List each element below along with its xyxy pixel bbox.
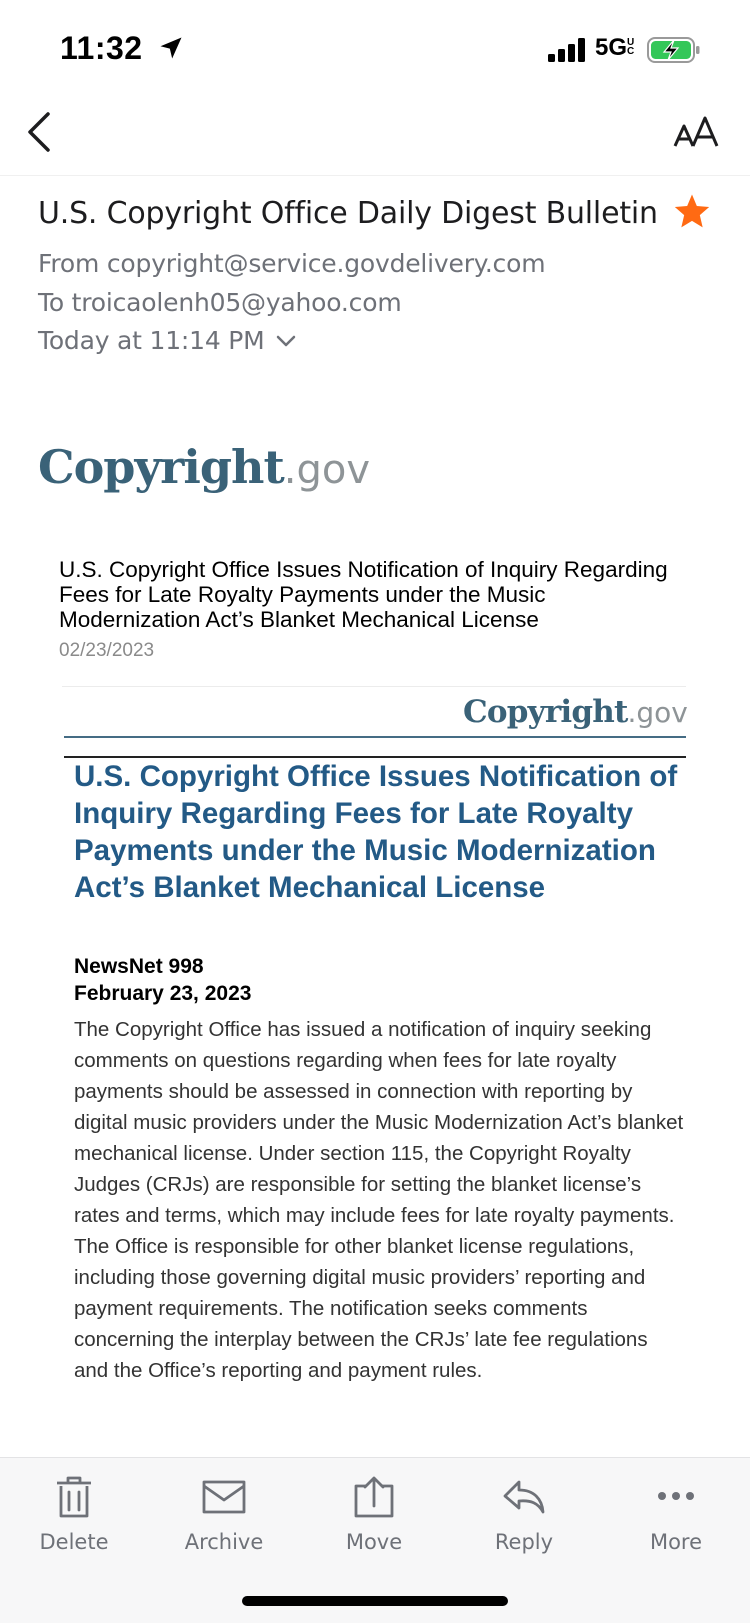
cellular-signal-icon bbox=[548, 38, 588, 62]
star-icon[interactable] bbox=[672, 192, 712, 232]
move-folder-icon bbox=[351, 1474, 397, 1520]
network-suffix: UC bbox=[627, 37, 635, 57]
more-dots-icon bbox=[653, 1474, 699, 1520]
email-from: From copyright@service.govdelivery.com bbox=[38, 249, 546, 278]
copyright-gov-logo bbox=[38, 440, 371, 496]
newsnet-number: NewsNet 998 bbox=[74, 955, 204, 978]
summary-title: U.S. Copyright Office Issues Notification of Inquiry Regarding Fees for Late Royalty Payments under the Music Modernization Act’s Blanket Mechanical License bbox=[59, 557, 668, 632]
chevron-left-icon[interactable] bbox=[24, 108, 54, 156]
text-size-icon[interactable] bbox=[673, 114, 719, 150]
nav-bar bbox=[0, 100, 750, 176]
article-title-link[interactable]: U.S. Copyright Office Issues Notification of Inquiry Regarding Fees for Late Royalty Payments under the Music Modernization Act’s Blanket Mechanical License bbox=[74, 760, 678, 904]
divider bbox=[62, 686, 686, 687]
archive-button[interactable] bbox=[164, 1474, 284, 1564]
copyright-gov-logo-small bbox=[463, 694, 688, 730]
logo-main: Copyright bbox=[38, 440, 284, 494]
article-body: The Copyright Office has issued a notification of inquiry seeking comments on questions regarding when fees for late royalty payments should be assessed in connection with reporting by digital music providers under the Music Modernization Act’s blanket mechanical license. Under section 115, the Copyright Royalty Judges (CRJs) are responsible for setting the blanket license’s rates and terms, which may include fees for late royalty payments. The Office is responsible for other blanket license regulations, including those governing digital music providers’ reporting and payment requirements. The notification seeks comments concerning the interplay between the CRJs’ late fee regulations and the Office’s reporting and payment rules. bbox=[74, 1018, 684, 1382]
logo-small-suffix: .gov bbox=[627, 696, 688, 729]
reply-button[interactable] bbox=[464, 1474, 584, 1564]
chevron-down-icon bbox=[275, 333, 297, 349]
email-date-toggle[interactable] bbox=[38, 326, 297, 355]
status-time: 11:32 bbox=[60, 30, 143, 66]
archive-icon bbox=[201, 1474, 247, 1520]
home-indicator[interactable] bbox=[242, 1596, 508, 1606]
article-date: February 23, 2023 bbox=[74, 982, 252, 1005]
archive-label: Archive bbox=[184, 1530, 264, 1554]
more-label: More bbox=[649, 1530, 703, 1554]
divider-blue bbox=[64, 736, 686, 738]
delete-button[interactable] bbox=[14, 1474, 134, 1564]
email-to: To troicaolenh05@yahoo.com bbox=[38, 288, 402, 317]
network-label bbox=[595, 34, 637, 62]
location-arrow-icon bbox=[157, 34, 185, 62]
status-bar bbox=[0, 0, 750, 100]
delete-label: Delete bbox=[39, 1530, 109, 1554]
reply-icon bbox=[501, 1474, 547, 1520]
move-label: Move bbox=[345, 1530, 403, 1554]
reply-label: Reply bbox=[494, 1530, 554, 1554]
trash-icon bbox=[51, 1474, 97, 1520]
move-button[interactable] bbox=[314, 1474, 434, 1564]
bottom-toolbar bbox=[0, 1457, 750, 1623]
network-type: 5G bbox=[595, 34, 628, 61]
email-subject: U.S. Copyright Office Daily Digest Bulletin bbox=[38, 196, 658, 231]
summary-date: 02/23/2023 bbox=[59, 640, 155, 661]
email-date: Today at 11:14 PM bbox=[38, 326, 265, 355]
battery-charging-icon bbox=[647, 36, 701, 64]
more-button[interactable] bbox=[616, 1474, 736, 1564]
logo-small-main: Copyright bbox=[463, 694, 628, 730]
logo-suffix: .gov bbox=[283, 447, 371, 493]
